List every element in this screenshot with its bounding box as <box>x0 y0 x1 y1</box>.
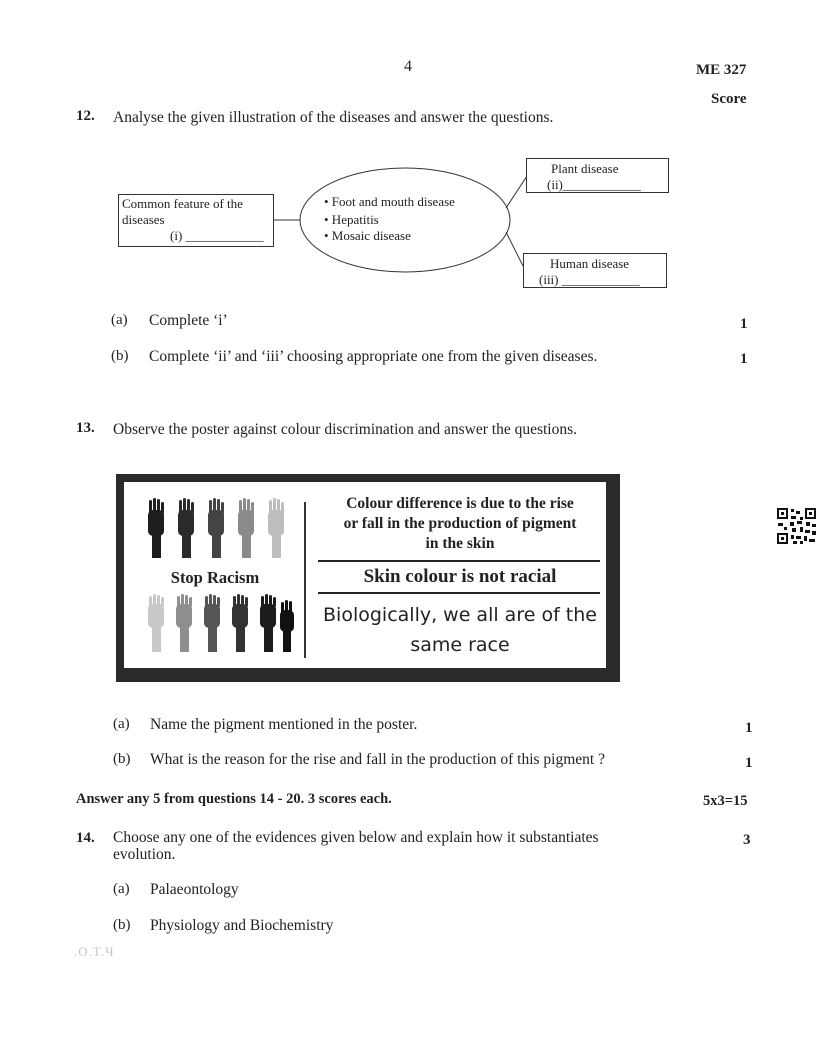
diagram-connectors <box>0 0 828 300</box>
blank-iii: (iii) ____________ <box>539 272 640 287</box>
poster-heading <box>320 494 600 554</box>
question-14-number: 14. <box>76 830 95 846</box>
q14-sub-a-text: Palaeontology <box>150 881 239 898</box>
question-14-text-line1: Choose any one of the evidences given below and explain how it substantiates <box>113 829 599 846</box>
disease-list <box>324 194 455 244</box>
show-through-pto: .O.T.Ч <box>74 944 115 959</box>
section-score: 5x3=15 <box>703 793 748 809</box>
q13-sub-a-mark: 1 <box>745 720 753 736</box>
human-disease-label: Human disease <box>550 256 630 271</box>
q12-sub-b-mark: 1 <box>740 351 748 367</box>
q13-sub-a-text: Name the pigment mentioned in the poster. <box>150 716 418 733</box>
q12-sub-a-mark: 1 <box>740 316 748 332</box>
poster-heading-line3: in the skin <box>425 535 495 552</box>
hand-icon <box>280 600 294 652</box>
q14-mark: 3 <box>743 832 751 848</box>
question-13-number: 13. <box>76 420 95 436</box>
hand-icon <box>208 498 224 558</box>
q14-sub-a-letter: (a) <box>113 881 130 897</box>
connector-to-human <box>506 232 523 266</box>
score-column-label: Score <box>711 91 747 107</box>
poster-divider <box>304 502 306 658</box>
lowered-hands-icon <box>140 594 302 656</box>
poster-rule-top <box>318 560 600 562</box>
common-feature-box <box>118 194 274 247</box>
hand-icon <box>204 594 220 652</box>
hand-icon <box>148 594 164 652</box>
human-disease-box <box>523 253 667 288</box>
question-12-text: Analyse the given illustration of the diseases and answer the questions. <box>113 109 554 126</box>
blank-i: (i) ____________ <box>170 228 264 243</box>
page-number: 4 <box>404 58 412 75</box>
poster-heading-line2: or fall in the production of pigment <box>343 515 577 532</box>
raised-hands-icon <box>140 498 300 564</box>
disease-item-3: • Mosaic disease <box>324 228 411 243</box>
q13-sub-a-letter: (a) <box>113 716 130 732</box>
q12-sub-b-letter: (b) <box>111 348 129 364</box>
paper-code: ME 327 <box>696 62 747 78</box>
stop-racism-label: Stop Racism <box>170 568 260 587</box>
q14-sub-b-text: Physiology and Biochemistry <box>150 917 334 934</box>
qr-code <box>776 507 817 545</box>
q13-sub-b-letter: (b) <box>113 751 131 767</box>
hand-icon <box>232 594 248 652</box>
hand-icon <box>238 498 254 558</box>
poster-rule-bottom <box>318 592 600 594</box>
colour-discrimination-poster <box>116 474 620 682</box>
hand-icon <box>176 594 192 652</box>
q13-sub-b-text: What is the reason for the rise and fall in the production of this pigment ? <box>150 751 605 768</box>
q12-sub-a-text: Complete ‘i’ <box>149 312 228 329</box>
section-instruction: Answer any 5 from questions 14 - 20. 3 scores each. <box>76 791 392 807</box>
question-12-number: 12. <box>76 108 95 124</box>
q14-sub-b-letter: (b) <box>113 917 131 933</box>
q12-sub-b-text: Complete ‘ii’ and ‘iii’ choosing appropriate one from the given diseases. <box>149 348 598 365</box>
hand-icon <box>268 498 284 558</box>
q12-sub-a-letter: (a) <box>111 312 128 328</box>
poster-bio-line1: Biologically, we all are of the <box>323 604 597 626</box>
plant-disease-box <box>526 158 669 193</box>
blank-ii: (ii)____________ <box>547 177 641 192</box>
question-13-text: Observe the poster against colour discrimination and answer the questions. <box>113 421 578 438</box>
question-14-text-line2: evolution. <box>113 846 176 863</box>
poster-heading-line1: Colour difference is due to the rise <box>346 495 574 512</box>
common-feature-line1: Common feature of the <box>122 196 243 211</box>
common-feature-line2: diseases <box>122 212 165 227</box>
question-14-text <box>113 829 723 863</box>
connector-to-plant <box>506 176 527 208</box>
q13-sub-b-mark: 1 <box>745 755 753 771</box>
disease-item-1: • Foot and mouth disease <box>324 194 455 209</box>
poster-biology-statement <box>310 600 610 660</box>
poster-bio-line2: same race <box>410 634 510 656</box>
poster-claim: Skin colour is not racial <box>363 566 557 587</box>
plant-disease-label: Plant disease <box>551 161 619 176</box>
disease-item-2: • Hepatitis <box>324 212 379 227</box>
poster-panel <box>124 482 606 668</box>
hand-icon <box>260 594 276 652</box>
hand-icon <box>178 498 194 558</box>
hand-icon <box>148 498 164 558</box>
